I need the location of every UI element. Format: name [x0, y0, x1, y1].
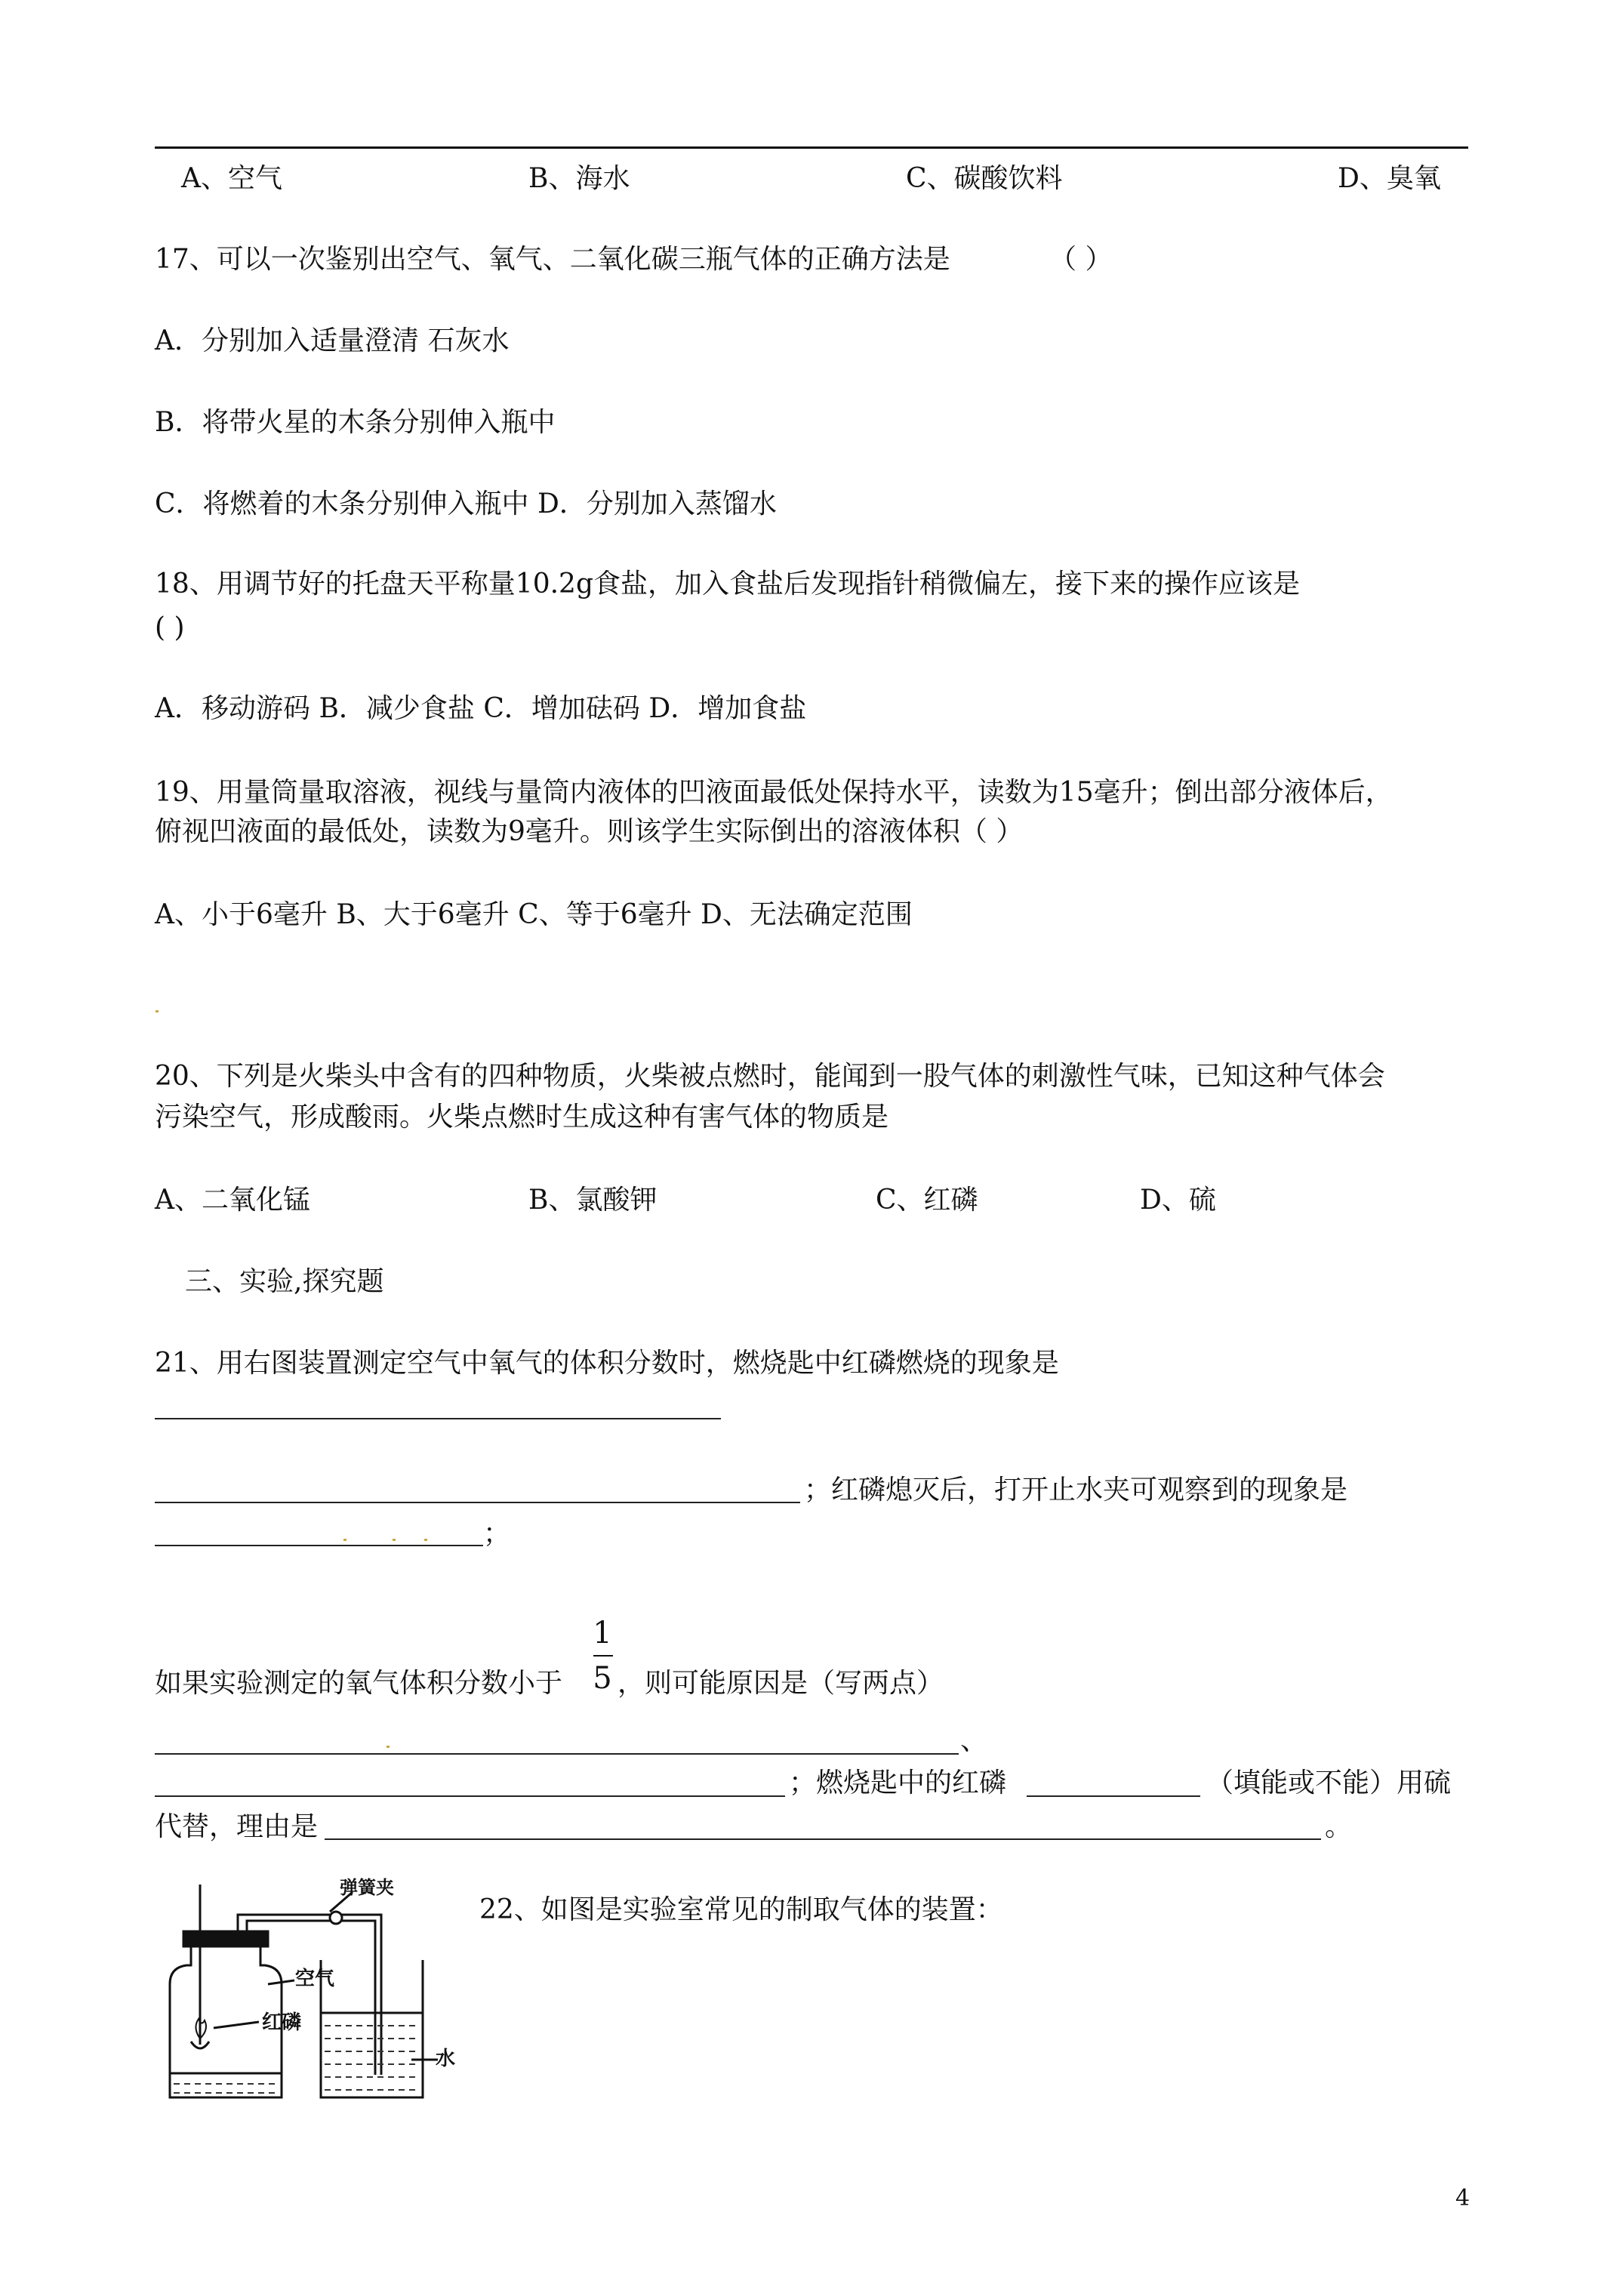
page-number: 4 — [1455, 2185, 1471, 2211]
q21-semicolon: ； — [483, 1518, 511, 1549]
q20-option-c: C、红磷 — [876, 1185, 978, 1216]
q21-fraction-suffix: ，则可能原因是（写两点） — [617, 1668, 944, 1699]
q18-options: A．移动游码 B．减少食盐 C．增加砝码 D．增加食盐 — [155, 693, 807, 724]
fraction-denominator: 5 — [593, 1661, 612, 1696]
q21-comma: 、 — [960, 1725, 988, 1756]
apparatus-figure — [155, 1871, 457, 2114]
q21-reason-prefix: 代替，理由是 — [155, 1811, 319, 1842]
q18-answer-paren: ( ) — [155, 612, 185, 643]
q19-options: A、小于6毫升 B、大于6毫升 C、等于6毫升 D、无法确定范围 — [155, 899, 913, 930]
answer-blank — [155, 1753, 959, 1755]
section-heading: 三、实验,探究题 — [185, 1266, 384, 1297]
q22-stem: 22、如图是实验室常见的制取气体的装置： — [479, 1894, 1003, 1925]
q20-option-a: A、二氧化锰 — [155, 1185, 310, 1216]
speck — [424, 1539, 427, 1541]
q20-option-d: D、硫 — [1140, 1185, 1216, 1216]
answer-blank — [155, 1502, 800, 1503]
q16-option-d: D、臭氧 — [1338, 163, 1441, 194]
answer-blank — [155, 1795, 785, 1797]
q21-replace-prefix: ；燃烧匙中的红磷 — [789, 1767, 1007, 1798]
q17-answer-paren: （ ） — [1049, 244, 1113, 275]
q21-period: 。 — [1325, 1811, 1353, 1842]
q17-option-b: B．将带火星的木条分别伸入瓶中 — [155, 407, 556, 438]
speck — [343, 1539, 346, 1541]
answer-blank — [155, 1545, 483, 1546]
q19-line1: 19、用量筒量取溶液，视线与量筒内液体的凹液面最低处保持水平，读数为15毫升；倒出部分液体后， — [155, 777, 1393, 808]
fraction-bar — [593, 1655, 613, 1657]
figure-label-air: 空气 — [295, 1968, 335, 1990]
q17-option-a: A．分别加入适量澄清 石灰水 — [155, 325, 510, 356]
answer-blank — [155, 1418, 721, 1419]
q17-option-cd: C．将燃着的木条分别伸入瓶中 D．分别加入蒸馏水 — [155, 488, 777, 519]
q21-line1: 21、用右图装置测定空气中氧气的体积分数时，燃烧匙中红磷燃烧的现象是 — [155, 1348, 1059, 1379]
q20-line2: 污染空气，形成酸雨。火柴点燃时生成这种有害气体的物质是 — [155, 1102, 889, 1133]
speck — [387, 1746, 390, 1748]
figure-label-water: 水 — [436, 2048, 456, 2070]
answer-blank — [1027, 1795, 1200, 1797]
q21-mid-text: ；红磷熄灭后，打开止水夹可观察到的现象是 — [804, 1475, 1348, 1505]
speck — [393, 1539, 396, 1541]
fraction-numerator: 1 — [593, 1616, 612, 1650]
q21-fraction-prefix: 如果实验测定的氧气体积分数小于 — [155, 1668, 563, 1699]
q16-option-a: A、空气 — [181, 163, 282, 194]
answer-blank — [325, 1838, 1321, 1840]
q17-stem: 17、可以一次鉴别出空气、氧气、二氧化碳三瓶气体的正确方法是 — [155, 244, 950, 275]
q20-option-b: B、氯酸钾 — [528, 1185, 658, 1216]
figure-label-phosphorus: 红磷 — [262, 2011, 302, 2034]
top-rule — [155, 146, 1468, 149]
q21-replace-mid: （填能或不能）用硫 — [1206, 1767, 1452, 1798]
q19-line2: 俯视凹液面的最低处，读数为9毫升。则该学生实际倒出的溶液体积（ ） — [155, 816, 1024, 847]
q16-option-c: C、碳酸饮料 — [906, 163, 1063, 194]
speck — [156, 1010, 159, 1012]
apparatus-diagram — [155, 1871, 457, 2114]
q18-stem: 18、用调节好的托盘天平称量10.2g食盐，加入食盐后发现指针稍微偏左，接下来的操作应该是 — [155, 569, 1301, 599]
figure-label-clip: 弹簧夹 — [340, 1877, 394, 1898]
q16-option-b: B、海水 — [528, 163, 630, 194]
q20-line1: 20、下列是火柴头中含有的四种物质，火柴被点燃时，能闻到一股气体的刺激性气味，已知这种气体会 — [155, 1061, 1385, 1092]
